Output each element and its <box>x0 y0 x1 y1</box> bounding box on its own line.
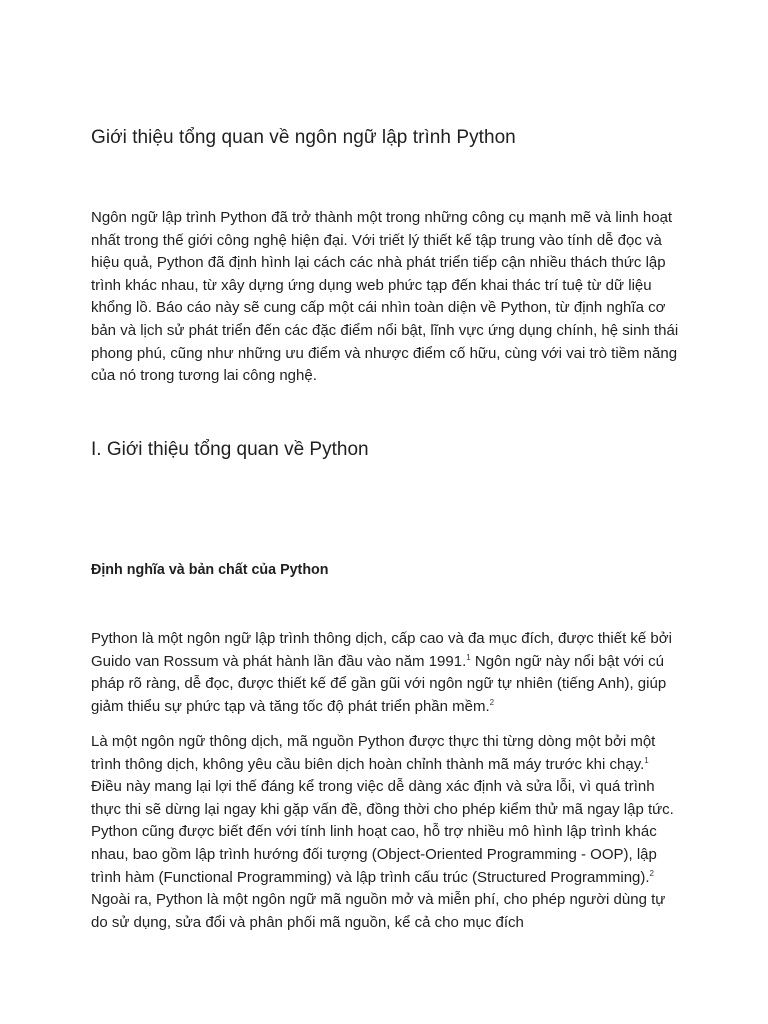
document-title: Giới thiệu tổng quan về ngôn ngữ lập trình Python <box>91 127 516 148</box>
footnote-ref[interactable]: 2 <box>489 697 495 707</box>
intro-paragraph: Ngôn ngữ lập trình Python đã trở thành một trong những công cụ mạnh mẽ và linh hoạt nhất trong thế giới công nghệ hiện đại. Với triết lý thiết kế tập trung vào tính dễ đọc và hiệu quả, Python đã định hình lại cách các nhà phát triển tiếp cận nhiều thách thức lập trình khác nhau, từ xây dựng ứng dụng web phức tạp đến khai thác trí tuệ từ dữ liệu khổng lồ. Báo cáo này sẽ cung cấp một cái nhìn toàn diện về Python, từ định nghĩa cơ bản và lịch sử phát triển đến các đặc điểm nổi bật, lĩnh vực ứng dụng chính, hệ sinh thái phong phú, cũng như những ưu điểm và nhược điểm cố hữu, cùng với vai trò tiềm năng của nó trong tương lai công nghệ. <box>91 209 679 385</box>
section-heading: I. Giới thiệu tổng quan về Python <box>91 439 369 460</box>
footnote-ref[interactable]: 1 <box>644 755 649 765</box>
interpreter-text-3: Ngoài ra, Python là một ngôn ngữ mã nguồn mở và miễn phí, cho phép người dùng tự do sử dụng, sửa đổi và phân phối mã nguồn, kể cả cho mục đích <box>91 891 666 931</box>
definition-text-1: Python là một ngôn ngữ lập trình thông dịch, cấp cao và đa mục đích, được thiết kế bởi Guido van Rossum và phát hành lần đầu vào năm 1991. <box>91 630 672 670</box>
definition-paragraph <box>91 628 681 718</box>
footnote-ref[interactable]: 2 <box>649 868 654 878</box>
definition-text-2: Ngôn ngữ này nổi bật với cú pháp rõ ràng, dễ đọc, được thiết kế để gần gũi với ngôn ngữ tự nhiên (tiếng Anh), giúp giảm thiểu sự phức tạp và tăng tốc độ phát triển phần mềm. <box>91 652 667 715</box>
footnote-ref[interactable]: 1 <box>466 652 471 662</box>
interpreter-text-2: Điều này mang lại lợi thế đáng kể trong việc dễ dàng xác định và sửa lỗi, vì quá trình thực thi sẽ dừng lại ngay khi gặp vấn đề, đồng thời cho phép kiểm thử mã ngay lập tức. Python cũng được biết đến với tính linh hoạt cao, hỗ trợ nhiều mô hình lập trình khác nhau, bao gồm lập trình hướng đối tượng (Object-Oriented Programming - OOP), lập trình hàm (Functional Programming) và lập trình cấu trúc (Structured Programming). <box>91 778 674 886</box>
interpreter-paragraph <box>91 731 681 934</box>
subsection-heading: Định nghĩa và bản chất của Python <box>91 562 329 578</box>
interpreter-text-1: Là một ngôn ngữ thông dịch, mã nguồn Python được thực thi từng dòng một bởi một trình thông dịch, không yêu cầu biên dịch hoàn chỉnh thành mã máy trước khi chạy. <box>91 733 656 773</box>
